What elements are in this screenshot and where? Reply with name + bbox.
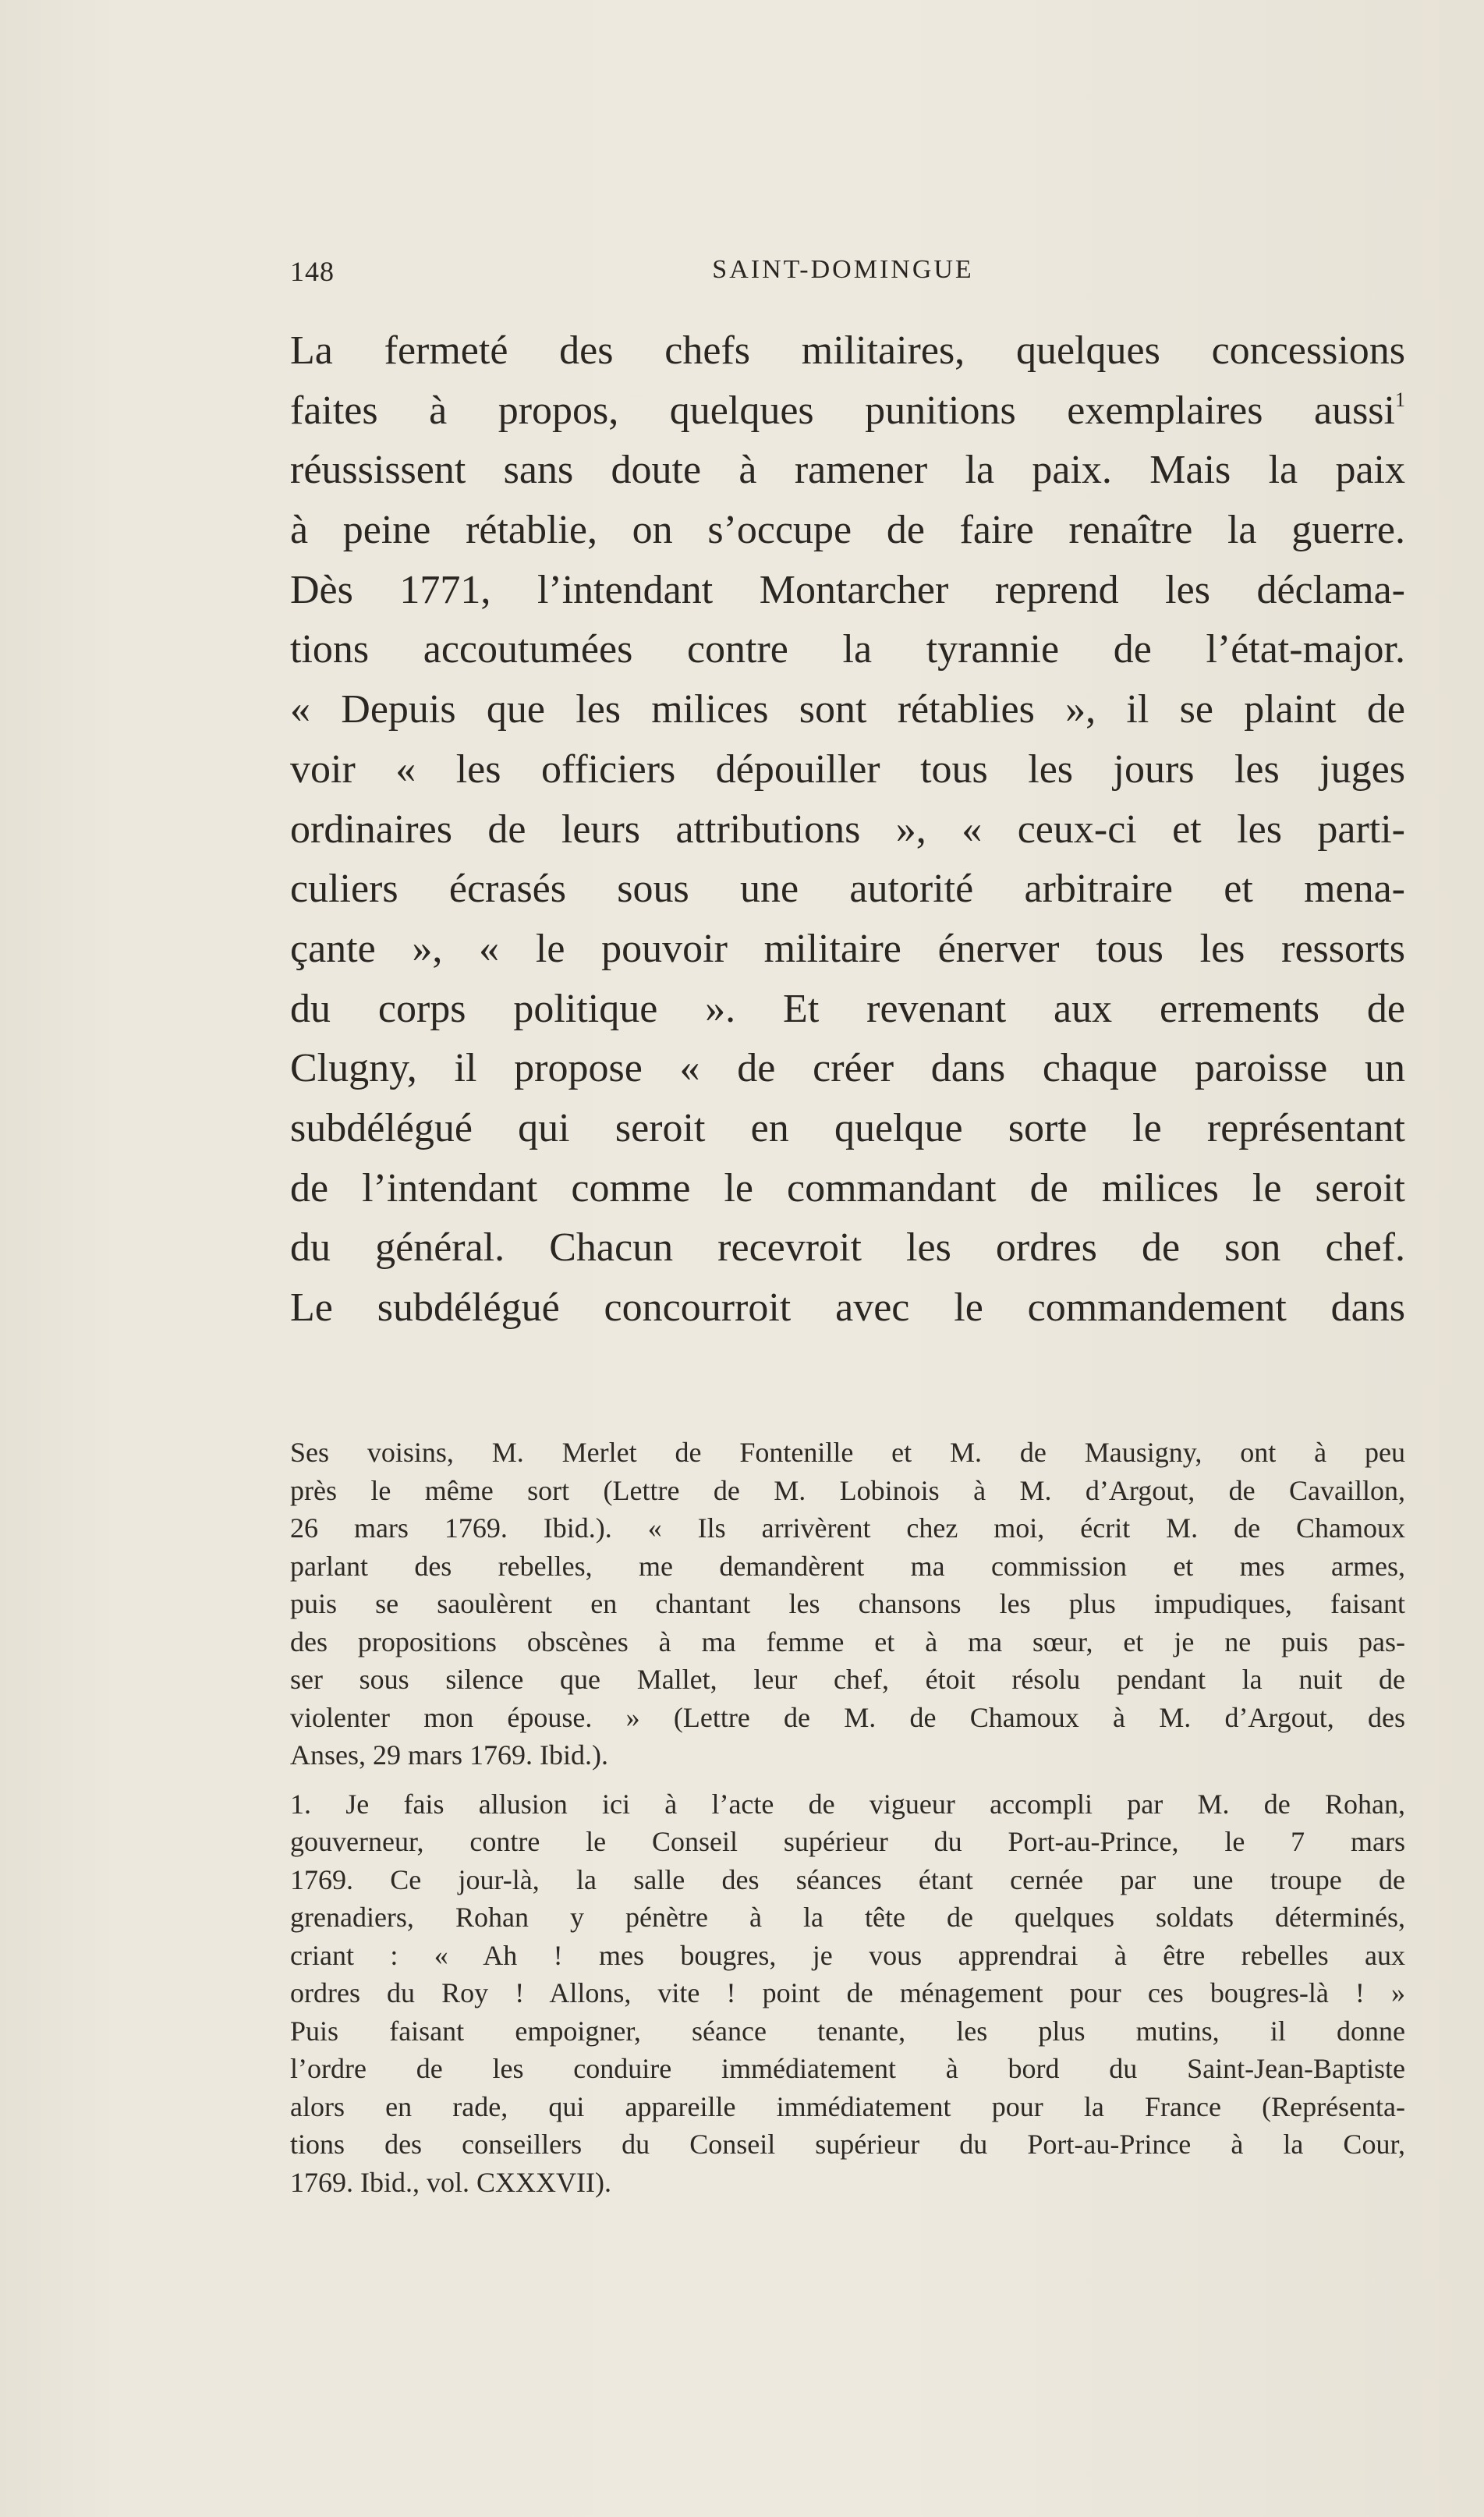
text-line: ordinaires de leurs attributions », « ceux-ci et les parti- <box>290 807 1405 852</box>
text-line: Le subdélégué concourroit avec le commandement dans <box>290 1285 1405 1330</box>
text-line: Dès 1771, l’intendant Montarcher reprend les déclama- <box>290 567 1405 612</box>
text-line: du corps politique ». Et revenant aux errements de <box>290 986 1405 1031</box>
footnote-line: l’ordre de les conduire immédiatement à bord du Saint-Jean-Baptiste <box>290 2053 1405 2084</box>
note-line: près le même sort (Lettre de M. Lobinois à M. d’Argout, de Cavaillon, <box>290 1474 1405 1506</box>
text-line: de l’intendant comme le commandant de milices le seroit <box>290 1165 1405 1211</box>
text-line: réussissent sans doute à ramener la paix. Mais la paix <box>290 448 1405 493</box>
text-line: du général. Chacun recevroit les ordres de son chef. <box>290 1225 1405 1271</box>
text-line: Clugny, il propose « de créer dans chaque paroisse un <box>290 1046 1405 1091</box>
footnote-line: 1769. Ce jour-là, la salle des séances étant cernée par une troupe de <box>290 1863 1405 1895</box>
page-number: 148 <box>290 256 335 287</box>
page-header <box>290 255 1396 302</box>
running-title: SAINT-DOMINGUE <box>712 255 974 284</box>
note-line: parlant des rebelles, me demandèrent ma commission et mes armes, <box>290 1550 1405 1582</box>
main-text <box>290 321 1405 1338</box>
footnote-line: ordres du Roy ! Allons, vite ! point de ménagement pour ces bougres-là ! » <box>290 1977 1405 2008</box>
footnote-line: grenadiers, Rohan y pénètre à la tête de quelques soldats déterminés, <box>290 1902 1405 1933</box>
note-line: Ses voisins, M. Merlet de Fontenille et M. de Mausigny, ont à peu <box>290 1437 1405 1468</box>
footnote-line: 1769. Ibid., vol. CXXXVII). <box>290 2166 611 2198</box>
text-line: à peine rétablie, on s’occupe de faire renaître la guerre. <box>290 508 1405 553</box>
footnote-line: Puis faisant empoigner, séance tenante, les plus mutins, il donne <box>290 2015 1405 2047</box>
text-line: « Depuis que les milices sont rétablies », il se plaint de <box>290 687 1405 732</box>
note-continuation <box>290 1434 1405 1774</box>
footnote-line: alors en rade, qui appareille immédiatement pour la France (Représenta- <box>290 2090 1405 2122</box>
text-line: çante », « le pouvoir militaire énerver tous les ressorts <box>290 926 1405 971</box>
footnote-marker: 1 <box>1395 388 1405 411</box>
note-line: Anses, 29 mars 1769. Ibid.). <box>290 1739 608 1771</box>
text-line: tions accoutumées contre la tyrannie de l’état-major. <box>290 627 1405 672</box>
footnote-line: tions des conseillers du Conseil supérieur du Port-au-Prince à la Cour, <box>290 2129 1405 2160</box>
note-line: 26 mars 1769. Ibid.). « Ils arrivèrent chez moi, écrit M. de Chamoux <box>290 1512 1405 1544</box>
footnote-line: 1. Je fais allusion ici à l’acte de vigueur accompli par M. de Rohan, <box>290 1788 1405 1820</box>
note-line: des propositions obscènes à ma femme et à ma sœur, et je ne puis pas- <box>290 1625 1405 1657</box>
note-line: puis se saoulèrent en chantant les chansons les plus impudiques, faisant <box>290 1588 1405 1619</box>
footnote-line: criant : « Ah ! mes bougres, je vous apprendrai à être rebelles aux <box>290 1939 1405 1971</box>
footnote-1 <box>290 1785 1405 2202</box>
note-separator <box>290 1774 1405 1785</box>
note-line: violenter mon épouse. » (Lettre de M. de Chamoux à M. d’Argout, des <box>290 1701 1405 1733</box>
text-line: culiers écrasés sous une autorité arbitraire et mena- <box>290 867 1405 912</box>
footnotes <box>290 1434 1405 2201</box>
text-line: subdélégué qui seroit en quelque sorte le représentant <box>290 1105 1405 1150</box>
text-line: voir « les officiers dépouiller tous les jours les juges <box>290 746 1405 792</box>
note-line: ser sous silence que Mallet, leur chef, étoit résolu pendant la nuit de <box>290 1664 1405 1695</box>
footnote-line: gouverneur, contre le Conseil supérieur du Port-au-Prince, le 7 mars <box>290 1826 1405 1857</box>
text-line-with-footnote <box>290 381 1405 441</box>
text-line: La fermeté des chefs militaires, quelques concessions <box>290 328 1405 373</box>
text-line: faites à propos, quelques punitions exemplaires aussi <box>290 388 1395 433</box>
